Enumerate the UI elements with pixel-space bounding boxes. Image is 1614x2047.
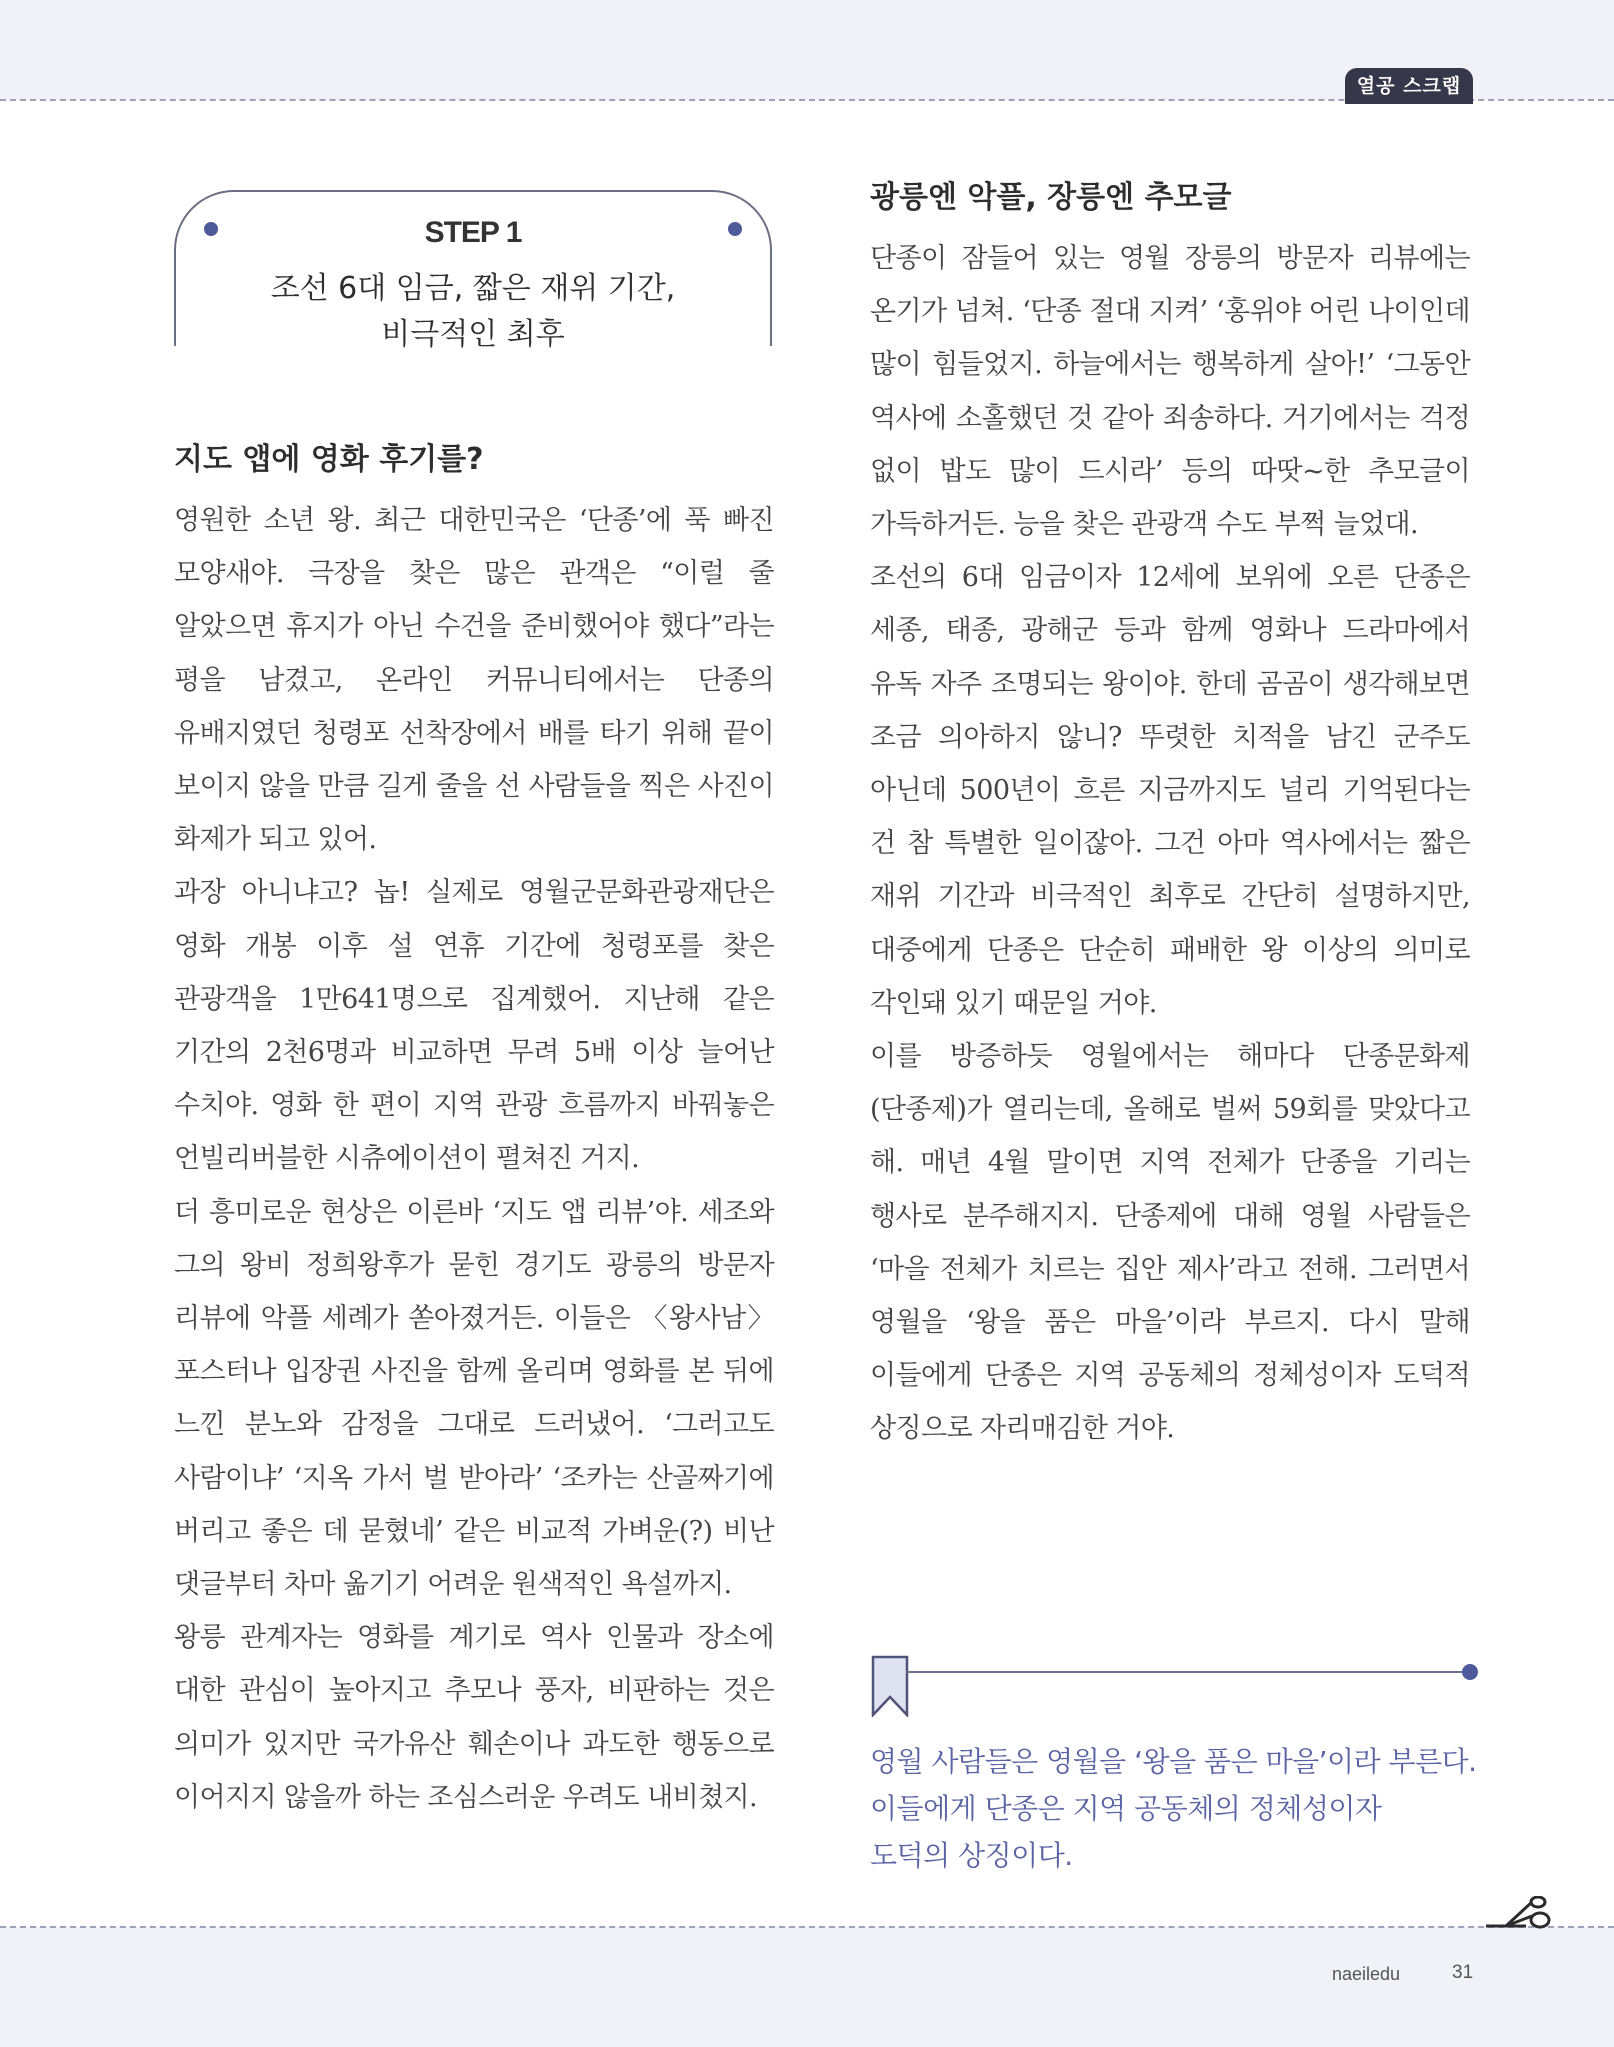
left-paragraph-2: 과장 아니냐고? 놉! 실제로 영월군문화관광재단은 영화 개봉 이후 설 연휴 기간에 청령포를 찾은 관광객을 1만641명으로 집계했어. 지난해 같은 기간의 2천6명과 비교하면 무려 5배 이상 늘어난 수치야. 영화 한 편이 지역 관광 흐름까지 바꿔놓은 언빌리버블한 시츄에이션이 펼쳐진 거지. [174, 877, 774, 1175]
quote-divider-dot [1462, 1664, 1478, 1680]
step-box [174, 190, 772, 352]
right-paragraph-3: 이를 방증하듯 영월에서는 해마다 단종문화제(단종제)가 열리는데, 올해로 벌써 59회를 맞았다고 해. 매년 4월 말이면 지역 전체가 단종을 기리는 행사로 분주해지지. 단종제에 대해 영월 사람들은 ‘마을 전체가 치르는 집안 제사’라고 전해. 그러면서 영월을 ‘왕을 품은 마을’이라 부르지. 다시 말해 이들에게 단종은 지역 공동체의 정체성이자 도덕적 상징으로 자리매김한 거야. [870, 1041, 1470, 1445]
left-heading: 지도 앱에 영화 후기를? [174, 442, 484, 477]
section-tag: 열공 스크랩 [1345, 68, 1473, 104]
step-title-line2: 비극적인 최후 [381, 317, 565, 352]
right-heading: 광릉엔 악플, 장릉엔 추모글 [870, 180, 1232, 215]
left-paragraph-4: 왕릉 관계자는 영화를 계기로 역사 인물과 장소에 대한 관심이 높아지고 추모나 풍자, 비판하는 것은 의미가 있지만 국가유산 훼손이나 과도한 행동으로 이어지지 않을까 하는 조심스러운 우려도 내비쳤지. [174, 1622, 774, 1813]
page-number: 31 [1452, 1962, 1474, 1983]
right-column [870, 178, 1470, 1456]
bottom-dashed-divider [0, 1926, 1614, 1928]
quote-divider-line [906, 1671, 1466, 1673]
footer-brand: naeiledu [1332, 1964, 1401, 1984]
step-title-line1: 조선 6대 임금, 짧은 재위 기간, [270, 271, 676, 306]
step-title [176, 266, 770, 358]
step-label: STEP 1 [424, 216, 522, 249]
left-paragraph-1: 영원한 소년 왕. 최근 대한민국은 ‘단종’에 푹 빠진 모양새야. 극장을 찾은 많은 관객은 “이럴 줄 알았으면 휴지가 아닌 수건을 준비했어야 했다”라는 평을 남겼고, 온라인 커뮤니티에서는 단종의 유배지였던 청령포 선착장에서 배를 타기 위해 끝이 보이지 않을 만큼 길게 줄을 선 사람들을 찍은 사진이 화제가 되고 있어. [174, 505, 774, 856]
pull-quote-line2: 이들에게 단종은 지역 공동체의 정체성이자 [870, 1792, 1382, 1825]
right-paragraph-2: 조선의 6대 임금이자 12세에 보위에 오른 단종은 세종, 태종, 광해군 등과 함께 영화나 드라마에서 유독 자주 조명되는 왕이야. 한데 곰곰이 생각해보면 조금 의아하지 않니? 뚜렷한 치적을 남긴 군주도 아닌데 500년이 흐른 지금까지도 널리 기억된다는 건 참 특별한 일이잖아. 그건 아마 역사에서는 짧은 재위 기간과 비극적인 최후로 간단히 설명하지만, 대중에게 단종은 단순히 패배한 왕 이상의 의미로 각인돼 있기 때문일 거야. [870, 562, 1470, 1019]
right-paragraph-1: 단종이 잠들어 있는 영월 장릉의 방문자 리뷰에는 온기가 넘쳐. ‘단종 절대 지켜’ ‘홍위야 어린 나이인데 많이 힘들었지. 하늘에서는 행복하게 살아!’ ‘그동안 역사에 소홀했던 것 같아 죄송하다. 거기에서는 걱정 없이 밥도 많이 드시라’ 등의 따땃~한 추모글이 가득하거든. 능을 찾은 관광객 수도 부쩍 늘었대. [870, 243, 1470, 541]
bookmark-icon [871, 1655, 909, 1717]
left-paragraph-3: 더 흥미로운 현상은 이른바 ‘지도 앱 리뷰’야. 세조와 그의 왕비 정희왕후가 묻힌 경기도 광릉의 방문자 리뷰에 악플 세례가 쏟아졌거든. 이들은 〈왕사남〉 포스터나 입장권 사진을 함께 올리며 영화를 본 뒤에 느낀 분노와 감정을 그대로 드러냈어. ‘그러고도 사람이냐’ ‘지옥 가서 벌 받아라’ ‘조카는 산골짜기에 버리고 좋은 데 묻혔네’ 같은 비교적 가벼운(?) 비난 댓글부터 차마 옮기기 어려운 원색적인 욕설까지. [174, 1196, 774, 1601]
scissors-icon [1486, 1896, 1556, 1936]
pull-quote-line1: 영월 사람들은 영월을 ‘왕을 품은 마을’이라 부른다. [870, 1745, 1477, 1778]
bottom-margin-band [0, 1927, 1614, 2047]
left-column [174, 440, 774, 1824]
pull-quote-line3: 도덕의 상징이다. [870, 1839, 1073, 1872]
pull-quote [870, 1738, 1490, 1879]
